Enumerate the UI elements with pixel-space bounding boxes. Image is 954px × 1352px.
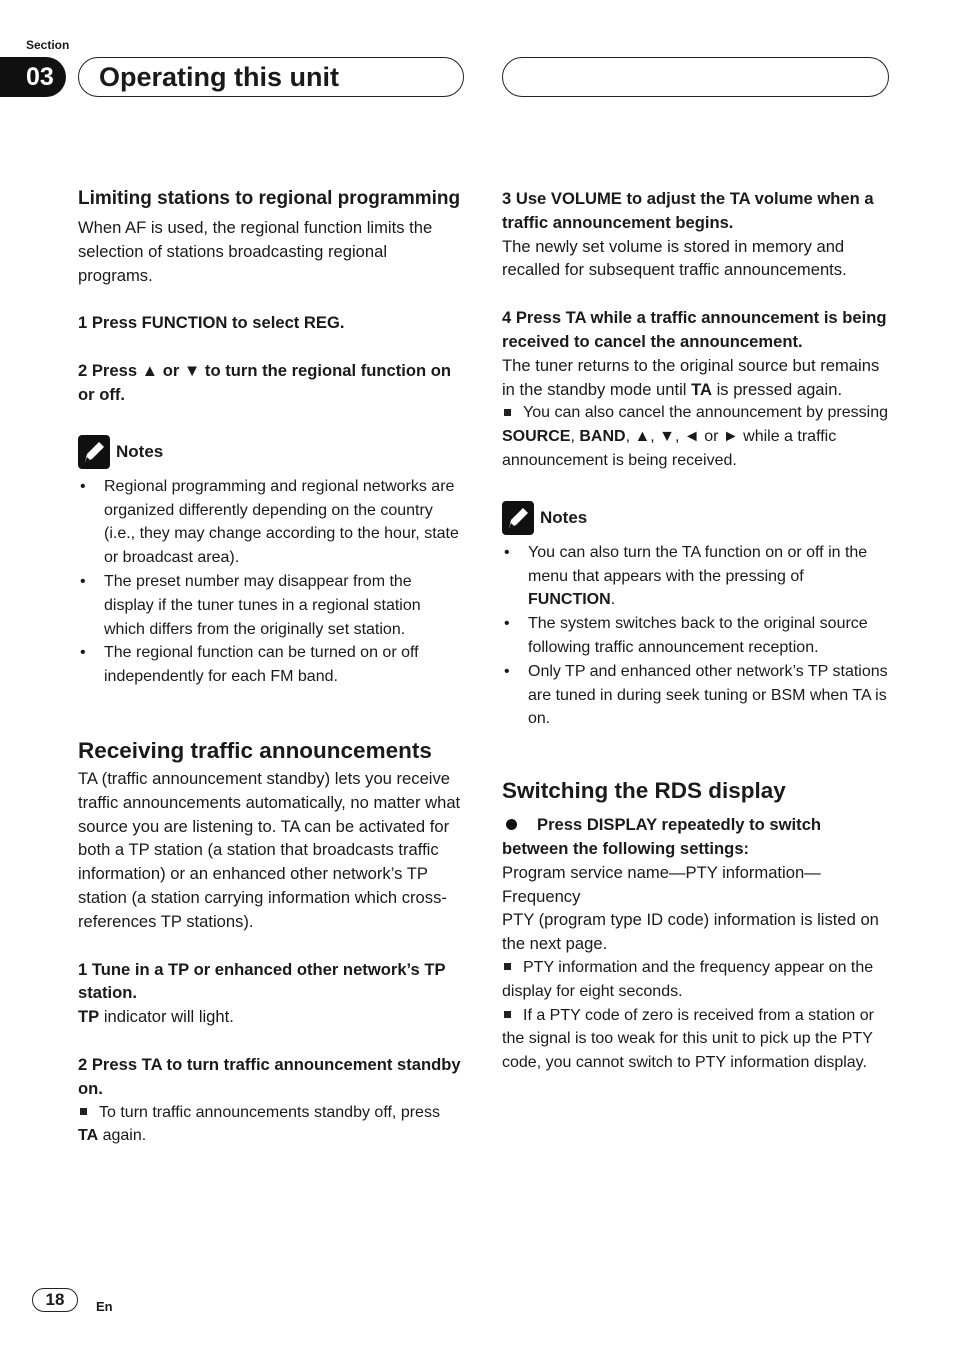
title-box bbox=[78, 57, 464, 97]
body-text: The tuner returns to the original source but remains in the standby mode until bbox=[502, 355, 880, 399]
note-item: • The system switches back to the original source following traffic announcement reception. bbox=[502, 612, 888, 660]
traffic-step-1: 1 Tune in a TP or enhanced other network’s TP station. bbox=[78, 959, 446, 1003]
note-item: • The preset number may disappear from the display if the tuner tunes in a regional station which differs from the originally set station. bbox=[78, 570, 464, 641]
note-text: . bbox=[610, 591, 616, 609]
regional-heading: Limiting stations to regional programming bbox=[78, 188, 461, 209]
notes-list bbox=[78, 475, 464, 689]
regional-body: When AF is used, the regional function limits the selection of stations broadcasting regional programs. bbox=[78, 218, 433, 285]
note-text: If a PTY code of zero is received from a station or the signal is too weak for this unit to pick up the PTY code, you cannot switch to PTY information display. bbox=[502, 1006, 874, 1072]
band-key: BAND bbox=[579, 428, 626, 446]
note-item: • Only TP and enhanced other network’s TP stations are tuned in during seek tuning or BSM when TA is on. bbox=[502, 660, 888, 731]
notes-label: Notes bbox=[116, 441, 164, 461]
regional-step-1: 1 Press FUNCTION to select REG. bbox=[78, 313, 345, 333]
ta-step-3-body: The newly set volume is stored in memory and recalled for subsequent traffic announcements. bbox=[502, 236, 847, 280]
note-text: PTY information and the frequency appear on the display for eight seconds. bbox=[502, 958, 874, 1000]
title-box-empty bbox=[502, 57, 889, 97]
rds-step bbox=[502, 813, 888, 861]
square-bullet-icon bbox=[504, 409, 511, 416]
rds-body-1: Program service name—PTY information—Frequency bbox=[502, 862, 821, 906]
function-key: FUNCTION bbox=[528, 591, 611, 609]
ta-key: TA bbox=[78, 1127, 99, 1145]
language-label: En bbox=[96, 1299, 113, 1314]
traffic-heading: Receiving traffic announcements bbox=[78, 737, 432, 763]
traffic-body: TA (traffic announcement standby) lets you receive traffic announcements automatically, no matter what source you are listening to. TA can be activated for both a TP station (a station that broadcasts traffic information) or an enhanced other network’s TP station (a station carrying information which cross-references TP stations). bbox=[78, 768, 461, 931]
notes-list bbox=[502, 541, 888, 731]
ta-key: TA bbox=[691, 379, 712, 399]
notes-label: Notes bbox=[540, 507, 588, 527]
left-column bbox=[78, 187, 464, 1148]
traffic-step-2-note bbox=[78, 1101, 464, 1149]
traffic-step-1-text: indicator will light. bbox=[99, 1007, 234, 1027]
note-text: You can also cancel the announcement by pressing bbox=[523, 404, 888, 422]
body-text: is pressed again. bbox=[712, 379, 843, 399]
note-text: To turn traffic announcements standby off, press bbox=[99, 1103, 440, 1121]
ta-step-4-note bbox=[502, 401, 888, 472]
source-key: SOURCE bbox=[502, 428, 571, 446]
right-column bbox=[502, 187, 888, 1075]
tp-indicator: TP bbox=[78, 1007, 100, 1027]
section-label: Section bbox=[26, 38, 70, 52]
notes-heading bbox=[502, 501, 888, 535]
traffic-step-2: 2 Press TA to turn traffic announcement standby on. bbox=[78, 1054, 461, 1098]
round-bullet-icon bbox=[506, 819, 517, 830]
regional-step-2: 2 Press ▲ or ▼ to turn the regional function on or off. bbox=[78, 361, 452, 404]
note-text: again. bbox=[98, 1127, 147, 1145]
separator: , bbox=[570, 428, 580, 446]
rds-body-2: PTY (program type ID code) information is listed on the next page. bbox=[502, 910, 879, 954]
ta-step-3: 3 Use VOLUME to adjust the TA volume when a traffic announcement begins. bbox=[502, 189, 874, 232]
pencil-note-icon bbox=[78, 435, 110, 469]
page-number: 18 bbox=[32, 1288, 78, 1312]
ta-step-4: 4 Press TA while a traffic announcement is being received to cancel the announcement. bbox=[502, 308, 887, 351]
square-bullet-icon bbox=[504, 1011, 511, 1018]
square-bullet-icon bbox=[80, 1108, 87, 1115]
rds-note-1 bbox=[502, 956, 888, 1004]
rds-step-text: Press DISPLAY repeatedly to switch between the following settings: bbox=[502, 815, 822, 858]
pencil-note-icon bbox=[502, 501, 534, 535]
note-item: • The regional function can be turned on or off independently for each FM band. bbox=[78, 641, 464, 689]
traffic-step-1-body bbox=[78, 1005, 464, 1029]
rds-heading: Switching the RDS display bbox=[502, 778, 786, 804]
note-text: , ▲, ▼, ◄ or ► while a traffic announcement is being received. bbox=[502, 428, 837, 469]
notes-heading bbox=[78, 435, 464, 469]
page-title: Operating this unit bbox=[99, 62, 339, 92]
ta-step-4-body bbox=[502, 354, 888, 402]
note-item: • Regional programming and regional networks are organized differently depending on the country (i.e., they may change according to the hour, state or broadcast area). bbox=[78, 475, 464, 570]
rds-note-2 bbox=[502, 1004, 888, 1075]
square-bullet-icon bbox=[504, 963, 511, 970]
note-item bbox=[502, 541, 888, 612]
note-text: You can also turn the TA function on or off in the menu that appears with the pressing of bbox=[528, 543, 868, 585]
section-number: 03 bbox=[0, 57, 66, 97]
